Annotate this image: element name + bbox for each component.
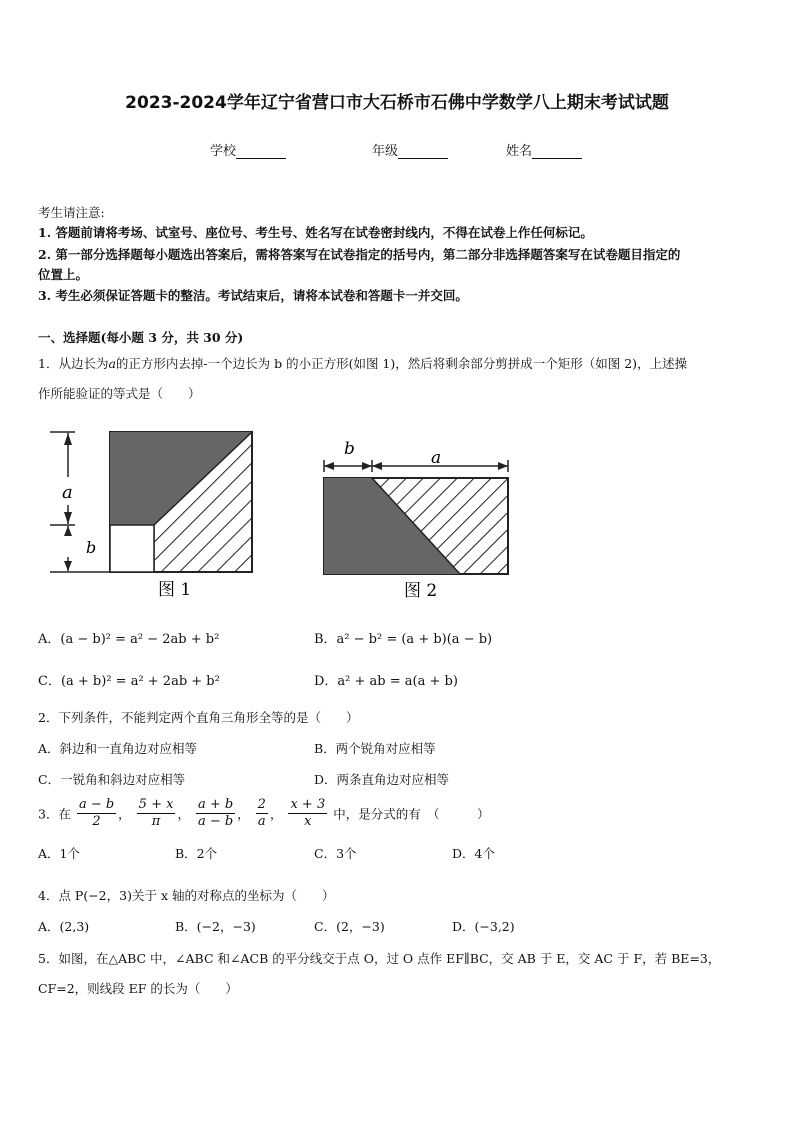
q3-option-b[interactable]: B．2个 [175, 846, 218, 861]
q3-frac-5: $\frac{x + 3}{x}$ [290, 797, 326, 829]
q3-stem: 3．在 $\frac{a - b}{2}$ ， $\frac{5 + x}{\pi}$ ， $\frac{a + b}{a - b}$ ， $\frac{2}{a}$ ， $\frac{x + 3}{x}$ 中，是分式的有 （ ） [38, 797, 490, 829]
q5-stem-line1: 5．如图，在△ABC 中，∠ABC 和∠ACB 的平分线交于点 O，过 O 点作 EF∥BC，交 AB 于 E，交 AC 于 F，若 BE=3， [38, 951, 721, 966]
notice-item-3: 3. 考生必须保证答题卡的整洁。考试结束后，请将本试卷和答题卡一并交回。 [38, 288, 468, 303]
name-field: 姓名 [506, 140, 582, 159]
q1-option-b[interactable]: B．a² − b² = (a + b)(a − b) [314, 632, 493, 647]
name-blank[interactable] [532, 144, 582, 159]
q1-option-a[interactable]: A．(a − b)² = a² − 2ab + b² [38, 632, 220, 647]
q2-option-a[interactable]: A．斜边和一直角边对应相等 [38, 741, 198, 756]
q4-stem: 4．点 P(−2，3)关于 x 轴的对称点的坐标为（ ） [38, 888, 335, 903]
notice-item-1: 1. 答题前请将考场、试室号、座位号、考生号、姓名写在试卷密封线内，不得在试卷上作任何标记。 [38, 225, 593, 240]
notice-heading: 考生请注意: [38, 205, 105, 220]
fig1-label-b: b [86, 538, 97, 557]
school-field: 学校 [210, 140, 286, 159]
q1-stem-line2: 作所能验证的等式是（ ） [38, 386, 201, 401]
q5-stem-line2: CF=2，则线段 EF 的长为（ ） [38, 981, 238, 996]
q4-option-c[interactable]: C．(2，−3) [314, 919, 385, 934]
q1-option-d[interactable]: D．a² + ab = a(a + b) [314, 674, 458, 689]
school-blank[interactable] [236, 144, 286, 159]
q4-option-d[interactable]: D．(−3,2) [452, 919, 515, 934]
q3-frac-2: $\frac{5 + x}{\pi}$ [138, 797, 174, 829]
fig1-label-a: a [62, 482, 73, 503]
section-heading: 一、选择题(每小题 3 分，共 30 分) [38, 330, 244, 345]
grade-blank[interactable] [398, 144, 448, 159]
fig1-caption: 图 1 [158, 580, 192, 600]
notice-item-2-cont: 位置上。 [38, 267, 89, 282]
q2-option-c[interactable]: C．一锐角和斜边对应相等 [38, 772, 186, 787]
page-title: 2023-2024学年辽宁省营口市大石桥市石佛中学数学八上期末考试试题 [125, 93, 669, 113]
q2-stem: 2．下列条件，不能判定两个直角三角形全等的是（ ） [38, 710, 359, 725]
q3-frac-3: $\frac{a + b}{a - b}$ [197, 797, 234, 829]
fig2-caption: 图 2 [404, 581, 438, 601]
q3-option-c[interactable]: C．3个 [314, 846, 357, 861]
figure-2 [318, 430, 518, 602]
q4-option-a[interactable]: A．(2,3) [38, 919, 90, 934]
q3-frac-1: $\frac{a - b}{2}$ [78, 797, 115, 829]
fig2-label-a: a [431, 448, 442, 468]
q3-frac-4: $\frac{2}{a}$ [257, 797, 266, 829]
q4-option-b[interactable]: B．(−2，−3) [175, 919, 256, 934]
grade-field: 年级 [372, 140, 448, 159]
figure-1 [50, 425, 265, 600]
q2-option-d[interactable]: D．两条直角边对应相等 [314, 772, 450, 787]
q1-stem-line1: 1．从边长为a的正方形内去掉-一个边长为 b 的小正方形(如图 1)，然后将剩余部分剪拼成一个矩形（如图 2)，上述操 [38, 356, 688, 371]
q1-option-c[interactable]: C．(a + b)² = a² + 2ab + b² [38, 674, 220, 689]
q3-option-d[interactable]: D．4个 [452, 846, 495, 861]
q2-option-b[interactable]: B．两个锐角对应相等 [314, 741, 436, 756]
q3-option-a[interactable]: A．1个 [38, 846, 80, 861]
notice-item-2: 2. 第一部分选择题每小题选出答案后，需将答案写在试卷指定的括号内，第二部分非选择题答案写在试卷题目指定的 [38, 247, 681, 262]
fig2-label-b: b [344, 439, 355, 459]
